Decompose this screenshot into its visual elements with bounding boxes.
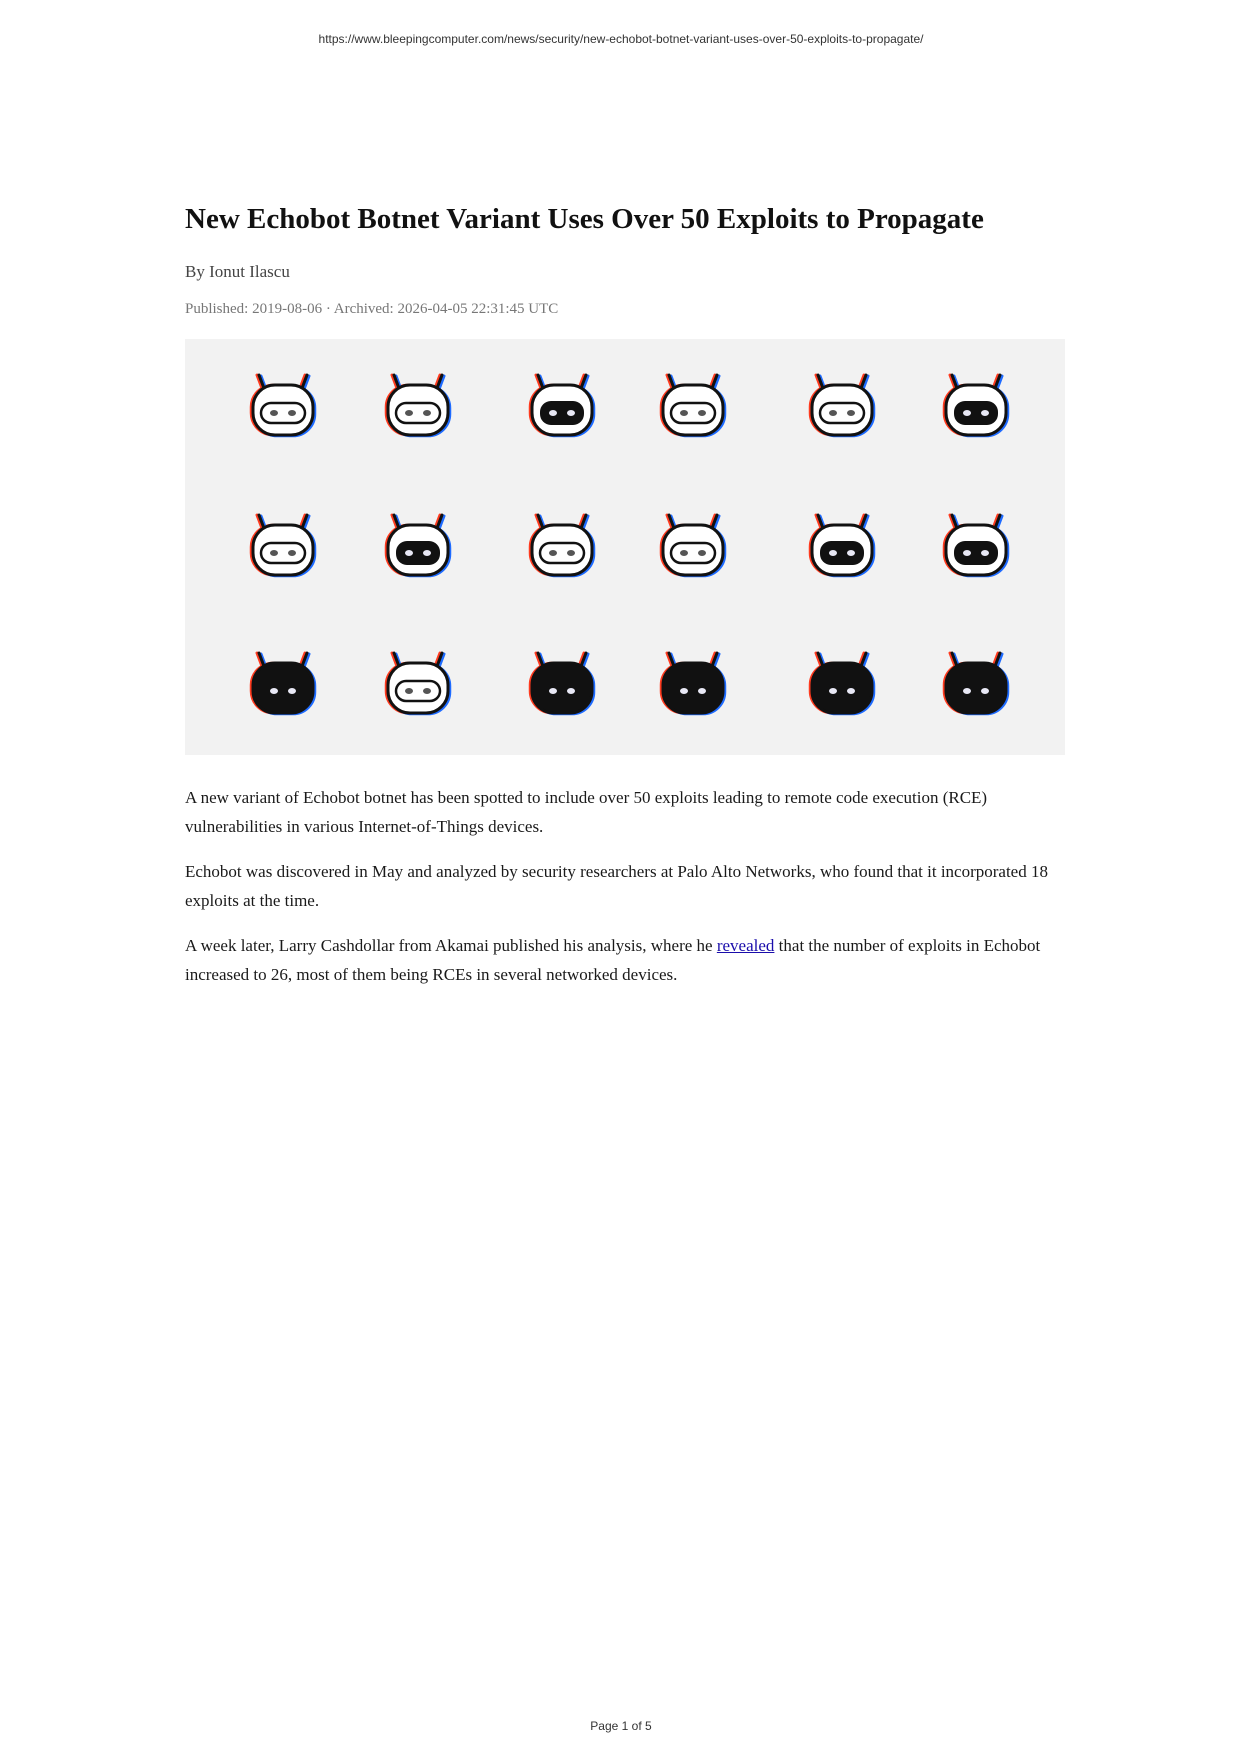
robot-icons-grid <box>185 339 1065 755</box>
robot-head-icon <box>661 375 725 436</box>
robot-head-icon <box>251 653 315 714</box>
robot-head-icon <box>386 653 450 714</box>
paragraph-2: Echobot was discovered in May and analyzed by security researchers at Palo Alto Networks, who found that it incorporated 18 exploits at the time. <box>185 862 1048 910</box>
robot-head-icon <box>251 375 315 436</box>
paragraph-3-text-a: A week later, Larry Cashdollar from Akamai published his analysis, where he <box>185 936 717 955</box>
paragraph-3 <box>185 931 1065 989</box>
hero-image <box>185 339 1065 755</box>
robot-head-icon <box>944 515 1008 576</box>
robot-head-icon <box>810 515 874 576</box>
robot-head-icon <box>810 653 874 714</box>
robot-head-icon <box>251 515 315 576</box>
robot-head-icon <box>386 375 450 436</box>
byline: By Ionut Ilascu <box>185 262 290 281</box>
robot-head-icon <box>386 515 450 576</box>
robot-head-icon <box>661 653 725 714</box>
publish-meta: Published: 2019-08-06 · Archived: 2026-04-05 22:31:45 UTC <box>185 301 559 317</box>
article-title: New Echobot Botnet Variant Uses Over 50 Exploits to Propagate <box>185 203 984 235</box>
article <box>185 200 1065 989</box>
robot-head-icon <box>810 375 874 436</box>
revealed-link[interactable]: revealed <box>716 936 775 955</box>
robot-head-icon <box>944 653 1008 714</box>
robot-head-icon <box>530 653 594 714</box>
page-number: Page 1 of 5 <box>590 1719 652 1733</box>
robot-head-icon <box>944 375 1008 436</box>
paragraph-1: A new variant of Echobot botnet has been spotted to include over 50 exploits leading to remote code execution (RCE) vulnerabilities in various Internet-of-Things devices. <box>185 788 988 836</box>
robot-head-icon <box>661 515 725 576</box>
paragraph-3-text-b: that the number of exploits in Echobot increased to 26, most of them being RCEs in several networked devices. <box>185 936 1041 984</box>
robot-head-icon <box>530 515 594 576</box>
source-url: https://www.bleepingcomputer.com/news/security/new-echobot-botnet-variant-uses-over-50-exploits-to-propagate/ <box>318 32 924 46</box>
robot-head-icon <box>530 375 594 436</box>
